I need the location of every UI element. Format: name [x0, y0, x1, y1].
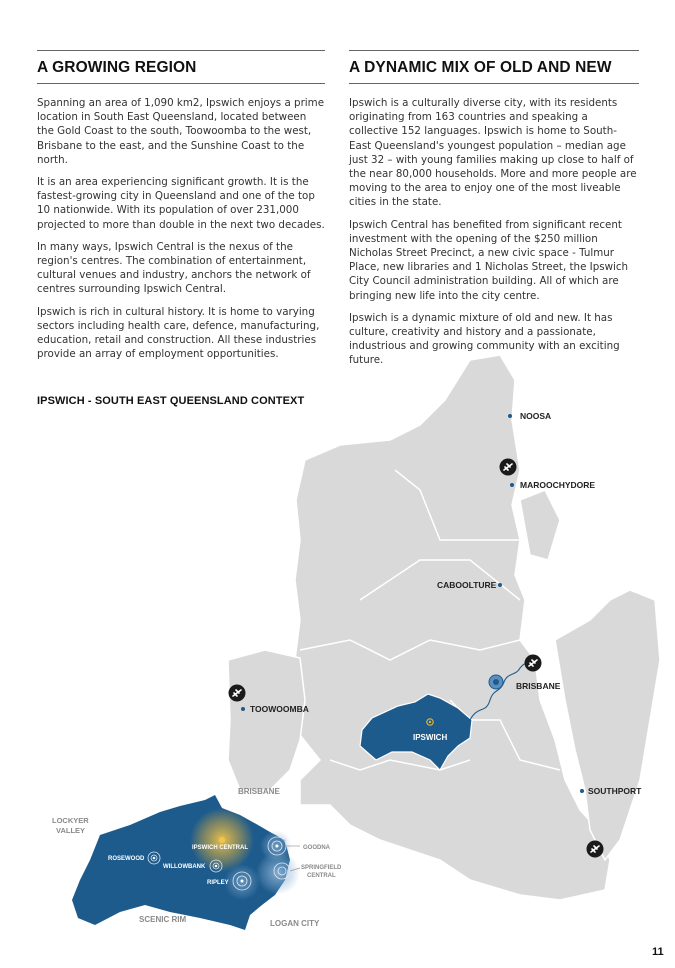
inset-label-central: CENTRAL [307, 873, 336, 879]
inset-label-ipswich-central: IPSWICH CENTRAL [192, 845, 248, 851]
inset-label-lockyer: LOCKYER [52, 816, 89, 825]
airplane-icon [229, 685, 246, 702]
inset-label-goodna: GOODNA [303, 845, 330, 851]
section-heading-growing-region: A GROWING REGION [37, 51, 325, 84]
inset-label-scenic-rim: SCENIC RIM [139, 915, 187, 924]
ipswich-lga-inset [72, 795, 290, 930]
location-dot-icon [580, 789, 584, 793]
paragraph: Spanning an area of 1,090 km2, Ipswich enjoys a prime location in South East Queensland, located between the Gold Coast to the south, Toowoomba to the west, Brisbane to the east, and the Sunshine Coast to the north. [37, 97, 325, 166]
inset-label-logan-city: LOGAN CITY [270, 919, 320, 928]
label-ipswich: IPSWICH [413, 733, 448, 742]
inset-label-brisbane: BRISBANE [238, 787, 280, 796]
inset-label-valley: VALLEY [56, 826, 86, 835]
location-dot-icon [241, 707, 245, 711]
label-noosa: NOOSA [520, 411, 552, 421]
airplane-icon [500, 459, 517, 476]
paragraph: Ipswich is a dynamic mixture of old and new. It has culture, creativity and history and a passionate, industrious and growing community with an exciting future. [349, 311, 620, 367]
page-number: 11 [652, 946, 664, 958]
airplane-icon [587, 841, 604, 858]
paragraph: Ipswich Central has benefited from significant recent investment with the opening of the $250 million Nicholas Street Precinct, a new civic space - Tulmur Place, new libraries and 1 Nicholas Street, the Ipswich City Council administration building. All of which are bringing new life into the city centre. [349, 218, 629, 302]
label-maroochydore: MAROOCHYDORE [520, 480, 596, 490]
label-southport: SOUTHPORT [588, 786, 642, 796]
paragraph: It is an area experiencing significant growth. It is the fastest-growing city in Queensland and one of the top 10 nationwide. With its population of over 231,000 projected to more than double in the next two decades. [37, 176, 325, 231]
map-title: IPSWICH - SOUTH EAST QUEENSLAND CONTEXT [37, 395, 305, 407]
paragraph: In many ways, Ipswich Central is the nexus of the region's centres. The combination of entertainment, cultural venues and industry, anchors the network of centres surrounding Ipswich Central. [37, 240, 311, 296]
location-dot-icon [498, 583, 502, 587]
location-dot-icon [510, 483, 514, 487]
inset-label-ripley: RIPLEY [207, 880, 229, 886]
region-landmass [228, 355, 660, 900]
location-dot-icon [508, 414, 512, 418]
inset-label-willowbank: WILLOWBANK [163, 864, 206, 870]
inset-label-rosewood: ROSEWOOD [108, 856, 145, 862]
section-heading-dynamic-mix: A DYNAMIC MIX OF OLD AND NEW [349, 51, 639, 84]
paragraph: Ipswich is rich in cultural history. It is home to varying sectors including health care, defence, manufacturing, education, retail and construction. All these industries provide an array of employment opportunities. [37, 305, 320, 361]
label-caboolture: CABOOLTURE [437, 580, 497, 590]
label-toowoomba: TOOWOOMBA [250, 704, 309, 714]
inset-label-springfield: SPRINGFIELD [301, 865, 342, 871]
label-brisbane: BRISBANE [516, 681, 561, 691]
airplane-icon [525, 655, 542, 672]
paragraph: Ipswich is a culturally diverse city, with its residents originating from 163 countries and speaking a collective 152 languages. Ipswich is home to South-East Queensland's youngest population – median age just 32 – with young families making up close to half of the near 80,000 households. More and more people are moving to the area to enjoy one of the most liveable cities in the state. [349, 97, 637, 209]
